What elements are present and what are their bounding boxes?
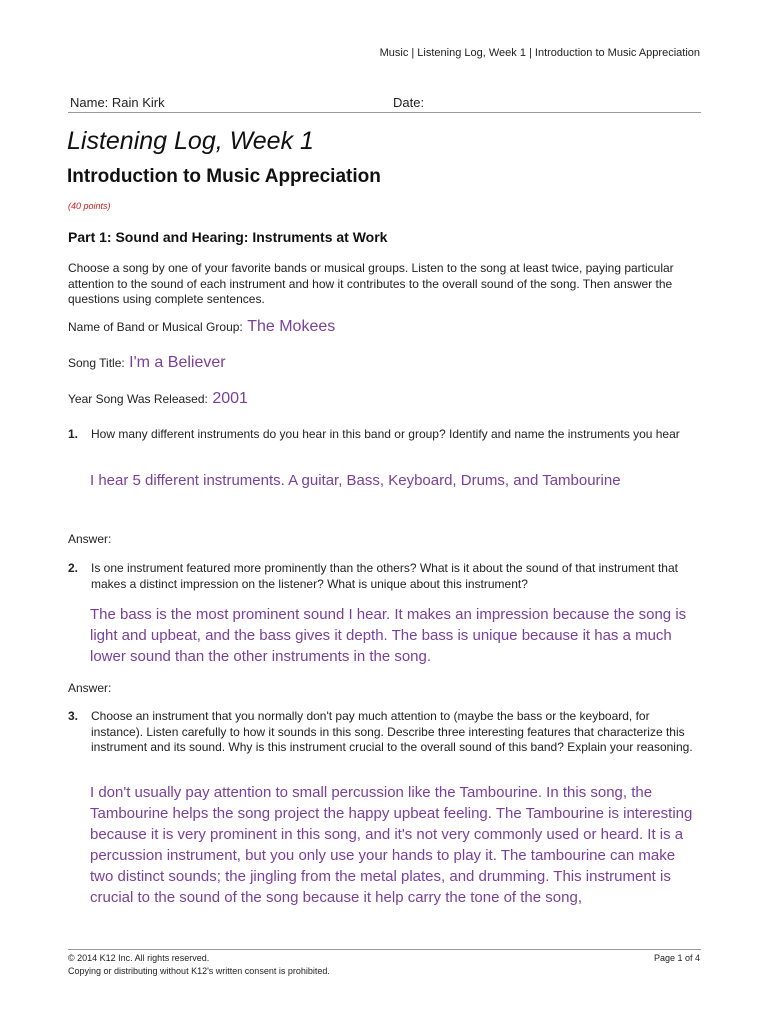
running-header: Music | Listening Log, Week 1 | Introduction to Music Appreciation bbox=[379, 47, 700, 59]
page-number: Page 1 of 4 bbox=[653, 953, 700, 963]
footer-copyright: © 2014 K12 Inc. All rights reserved. bbox=[68, 953, 210, 963]
points-label: (40 points) bbox=[68, 201, 111, 211]
question-number: 3. bbox=[68, 709, 79, 723]
question-text: Choose an instrument that you normally don't pay much attention to (maybe the bass or the keyboard, for instance). Listen carefully to how it sounds in this song. Describe three interesting features that characterize this instrument and its sound. Why is this instrument crucial to the overall sound of this band? Explain your reasoning. bbox=[91, 709, 693, 754]
footer-notice: Copying or distributing without K12's written consent is prohibited. bbox=[68, 966, 330, 976]
question-number: 2. bbox=[68, 561, 79, 575]
band-row bbox=[68, 318, 335, 336]
year-label: Year Song Was Released: bbox=[68, 392, 208, 406]
date-field: Date: bbox=[393, 95, 425, 110]
song-value: I'm a Believer bbox=[129, 354, 226, 371]
year-value: 2001 bbox=[212, 390, 248, 407]
band-label: Name of Band or Musical Group: bbox=[68, 320, 243, 334]
name-field: Name: Rain Kirk bbox=[70, 95, 165, 110]
answer-text: I hear 5 different instruments. A guitar, Bass, Keyboard, Drums, and Tambourine bbox=[90, 472, 621, 489]
answer-text: The bass is the most prominent sound I hear. It makes an impression because the song is light and upbeat, and the bass gives it depth. The bass is unique because it has a much lower sound than the other instruments in the song. bbox=[90, 606, 687, 665]
song-label: Song Title: bbox=[68, 356, 125, 370]
answer-label: Answer: bbox=[68, 532, 112, 546]
page-subtitle: Introduction to Music Appreciation bbox=[67, 166, 381, 187]
instructions: Choose a song by one of your favorite bands or musical groups. Listen to the song at least twice, paying particular attention to the sound of each instrument and how it contributes to the overall sound of the song. Then answer the questions using complete sentences. bbox=[68, 261, 674, 306]
page-title: Listening Log, Week 1 bbox=[67, 127, 314, 155]
footer-rule bbox=[68, 949, 701, 950]
song-row bbox=[68, 354, 226, 372]
question-text: How many different instruments do you hear in this band or group? Identify and name the instruments you hear bbox=[91, 427, 680, 441]
band-value: The Mokees bbox=[247, 318, 336, 335]
question-number: 1. bbox=[68, 427, 79, 441]
year-row bbox=[68, 390, 248, 408]
question-text: Is one instrument featured more prominently than the others? What is it about the sound of that instrument that makes a distinct impression on the listener? What is unique about this instrument? bbox=[91, 561, 678, 591]
answer-text: I don't usually pay attention to small percussion like the Tambourine. In this song, the Tambourine helps the song project the happy upbeat feeling. The Tambourine is interesting because it is very prominent in this song, and it's not very commonly used or heard. It is a percussion instrument, but you only use your hands to play it. The tambourine can make two distinct sounds; the jingling from the metal plates, and drumming. This instrument is crucial to the sound of the song because it help carry the tone of the song, bbox=[90, 784, 693, 906]
answer-label: Answer: bbox=[68, 681, 112, 695]
name-date-rule bbox=[68, 112, 701, 113]
part-heading: Part 1: Sound and Hearing: Instruments at Work bbox=[68, 229, 388, 245]
